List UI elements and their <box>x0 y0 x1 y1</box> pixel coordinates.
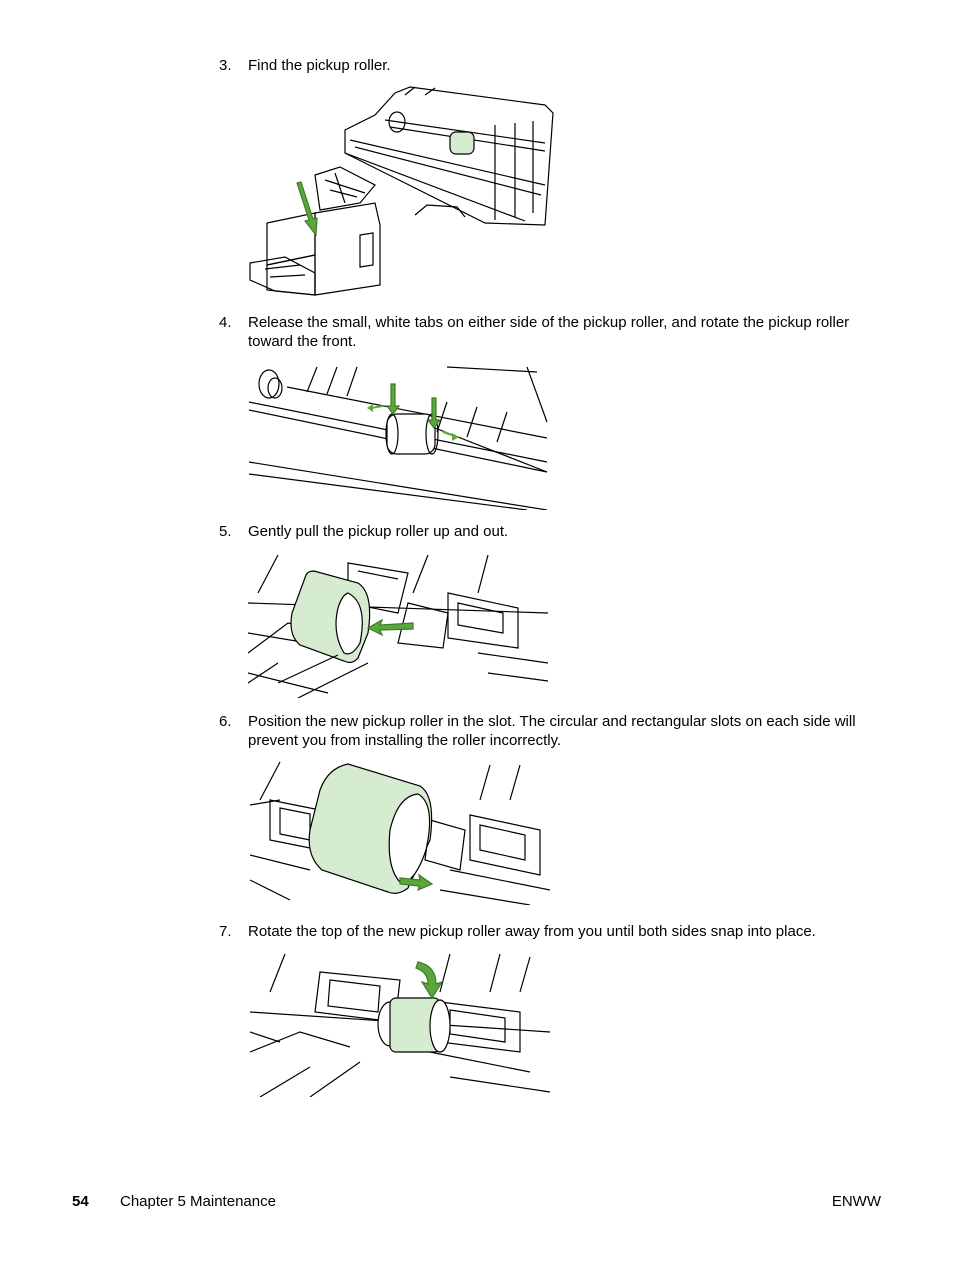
rotate-arrow-icon <box>416 962 442 998</box>
page-number: 54 <box>72 1193 89 1210</box>
page-footer <box>0 1192 954 1212</box>
step-text: Rotate the top of the new pickup roller away from you until both sides snap into place. <box>248 923 816 940</box>
down-arrow-icon <box>387 384 399 414</box>
figure-release-tabs <box>247 362 552 510</box>
step-number: 7. <box>219 923 232 940</box>
step-number: 5. <box>219 523 232 540</box>
green-arrow-icon <box>297 182 317 235</box>
inset-roller-detail <box>345 87 553 225</box>
step-text: Release the small, white tabs on either side of the pickup roller, and rotate the pickup roller toward the front. <box>248 314 850 350</box>
step-text: Position the new pickup roller in the slot. The circular and rectangular slots on each side will prevent you from installing the roller incorrectly. <box>248 713 856 749</box>
step-number: 6. <box>219 713 232 730</box>
locale-label: ENWW <box>831 1193 881 1210</box>
figure-pull-roller-out <box>248 553 550 698</box>
figure-position-new-roller <box>250 760 550 905</box>
chapter-label: Chapter 5 Maintenance <box>120 1193 276 1210</box>
figure-find-pickup-roller <box>245 85 557 299</box>
left-arrow-icon <box>368 620 413 635</box>
figure-rotate-roller <box>250 952 550 1097</box>
step-number: 4. <box>219 314 232 331</box>
step-text: Gently pull the pickup roller up and out. <box>248 523 509 540</box>
step-text: Find the pickup roller. <box>248 57 391 74</box>
step-number: 3. <box>219 57 232 74</box>
